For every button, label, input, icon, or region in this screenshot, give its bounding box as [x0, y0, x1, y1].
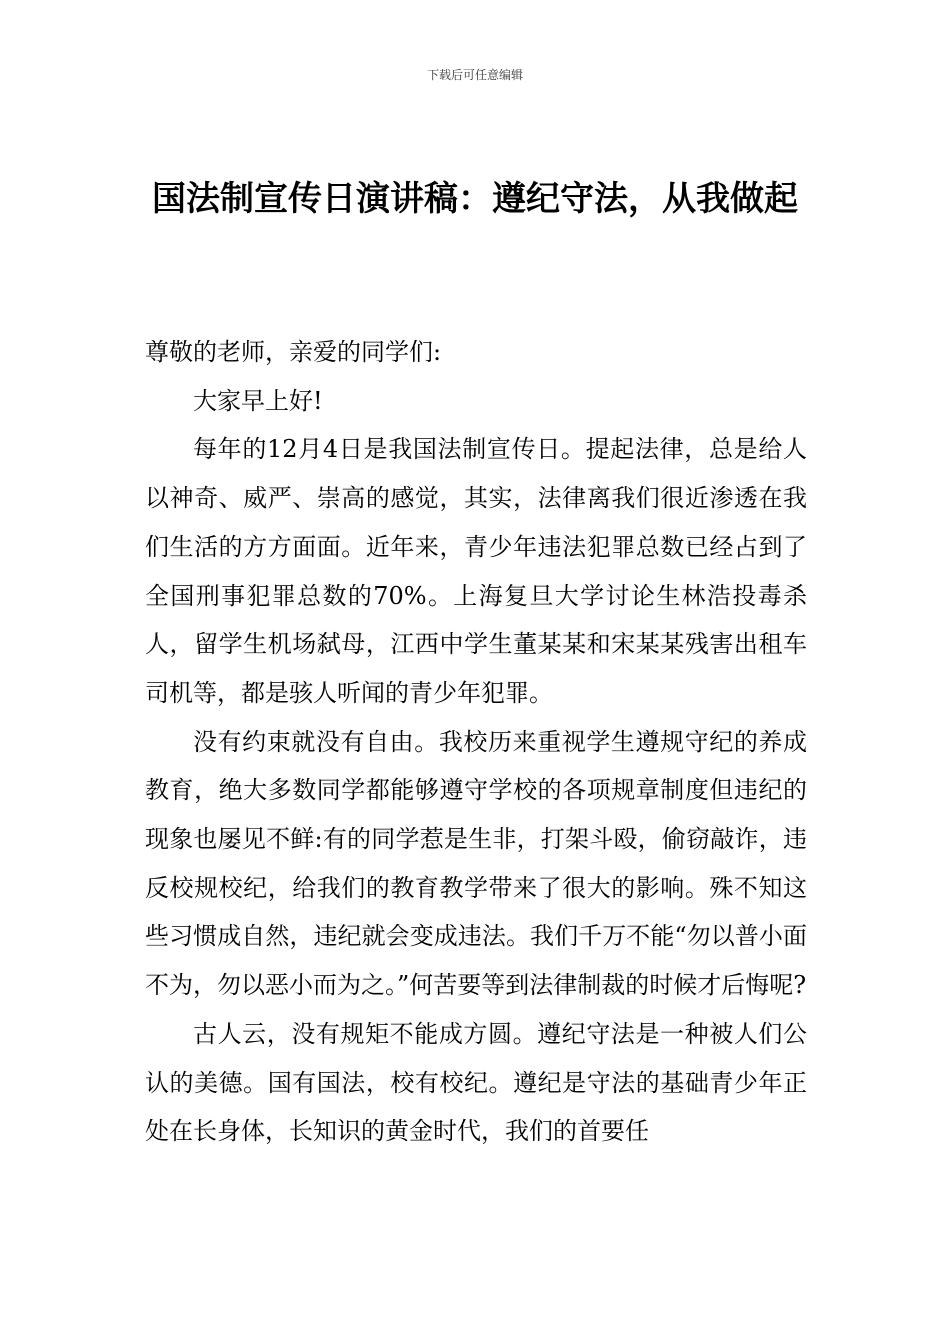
- document-body: [145, 328, 807, 1156]
- salutation: 尊敬的老师，亲爱的同学们:: [145, 338, 442, 366]
- paragraph-legal-day: 每年的12月4日是我国法制宣传日。提起法律，总是给人以神奇、威严、崇高的感觉，其实，法律离我们很近渗透在我们生活的方方面面。近年来，青少年违法犯罪总数已经占到了全国刑事犯罪总数的70%。上海复旦大学讨论生林浩投毒杀人，留学生机场弑母，江西中学生董某某和宋某某残害出租车司机等，都是骇人听闻的青少年犯罪。: [145, 435, 807, 707]
- paragraph-discipline: 没有约束就没有自由。我校历来重视学生遵规守纪的养成教育，绝大多数同学都能够遵守学校的各项规章制度但违纪的现象也屡见不鲜:有的同学惹是生非，打架斗殴，偷窃敲诈，违反校规校纪，给我们的教育教学带来了很大的影响。殊不知这些习惯成自然，违纪就会变成违法。我们千万不能“勿以普小面不为，勿以恶小而为之。”何苦要等到法律制裁的时候才后悔呢?: [145, 727, 807, 1000]
- paragraph-rules: 古人云，没有规矩不能成方圆。遵纪守法是一种被人们公认的美德。国有国法，校有校纪。遵纪是守法的基础青少年正处在长身体，长知识的黄金时代，我们的首要任: [145, 1019, 807, 1146]
- header-note: 下载后可任意编辑: [426, 68, 523, 82]
- document-title: 国法制宣传日演讲稿：遵纪守法，从我做起: [152, 179, 798, 219]
- paragraph-greeting: 大家早上好!: [193, 386, 323, 415]
